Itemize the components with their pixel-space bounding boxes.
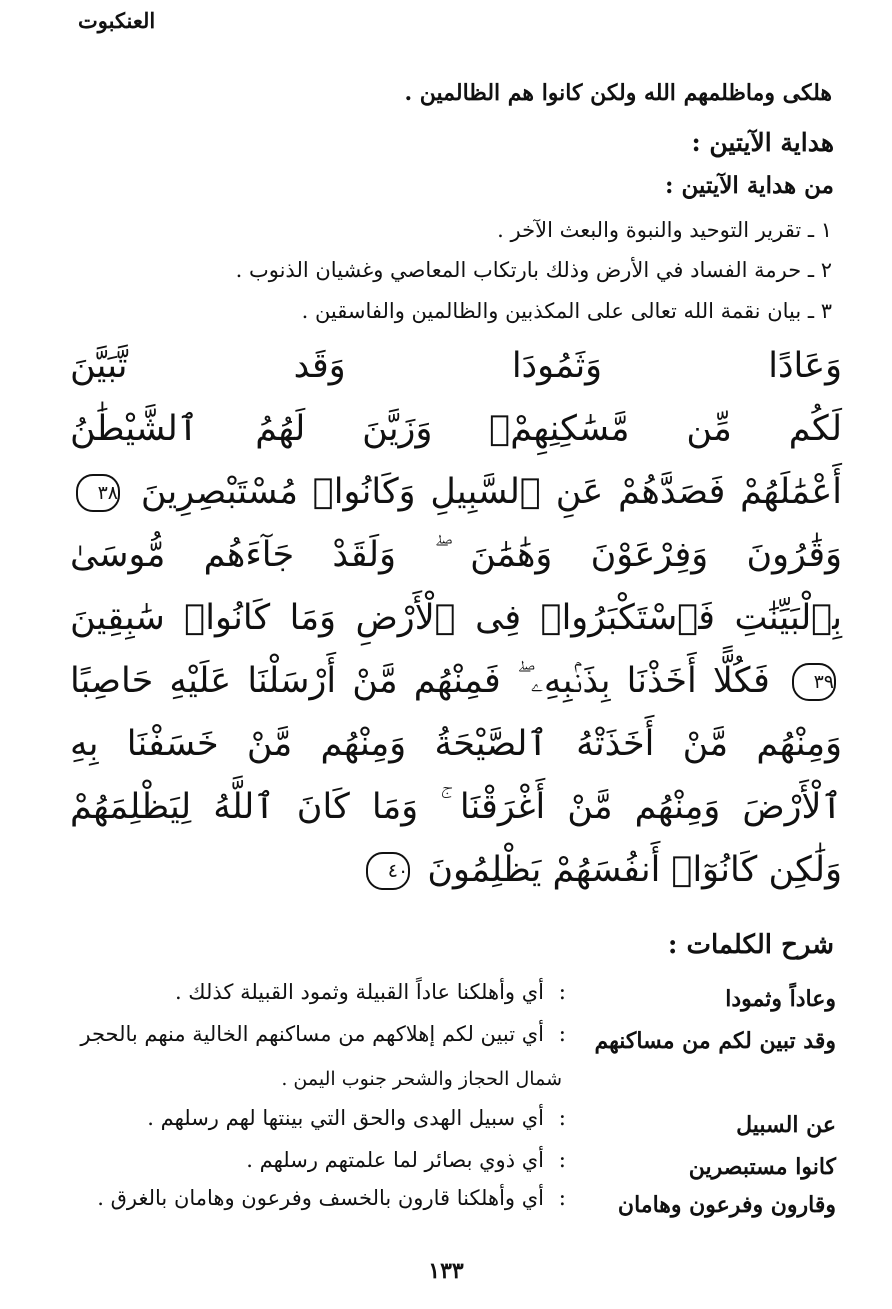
guidance-point-3: ٣ ـ بيان نقمة الله تعالى على المكذبين والظالمين والفاسقين . [301,299,832,323]
glossary-definition: أي وأهلكنا قارون بالخسف وفرعون وهامان بالغرق . [97,1186,544,1210]
glossary-entry [50,980,836,1020]
glossary-colon: : [558,1186,566,1211]
glossary-colon: : [558,980,566,1005]
guidance-point-1: ١ ـ تقرير التوحيد والنبوة والبعث الآخر . [497,218,832,242]
glossary-entry [50,1022,836,1062]
verse-line-3 [70,461,842,524]
running-header-surah-name: العنكبوت [78,8,156,33]
verse-line-1: وَعَادًا وَثَمُودَا وَقَد تَّبَيَّنَ [70,346,842,386]
verse-line-5: بِٱلْبَيِّنَٰتِ فَٱسْتَكْبَرُوا۟ فِى ٱلْأَرْضِ وَمَا كَانُوا۟ سَٰبِقِينَ [70,598,842,638]
glossary-term: عن السبيل [736,1112,836,1138]
ayah-number-marker-40: ٤٠ [366,852,410,890]
verse-line-9-text: وَلَٰكِن كَانُوٓا۟ أَنفُسَهُمْ يَظْلِمُونَ [427,850,842,890]
guidance-heading: هداية الآيتين : [691,128,834,157]
glossary-title: شرح الكلمات : [667,930,834,960]
verse-line-6 [70,650,842,713]
ayah-number-marker-38: ٣٨ [76,474,120,512]
verse-line-7: وَمِنْهُم مَّنْ أَخَذَتْهُ ٱلصَّيْحَةُ وَمِنْهُم مَّنْ خَسَفْنَا بِهِ [70,724,842,764]
glossary-entry [50,1106,836,1146]
glossary-entry [50,1186,836,1226]
glossary-term: وعاداً وثمودا [725,986,836,1012]
glossary-colon: : [558,1106,566,1131]
glossary-definition: أي تبين لكم إهلاكهم من مساكنهم الخالية منهم بالحجر [80,1022,544,1046]
glossary-definition: أي سبيل الهدى والحق التي بينتها لهم رسلهم . [147,1106,544,1130]
glossary-colon: : [558,1022,566,1047]
guidance-subheading: من هداية الآيتين : [665,172,834,199]
verse-line-2: لَكُم مِّن مَّسَٰكِنِهِمْۖ وَزَيَّنَ لَهُمُ ٱلشَّيْطَٰنُ [70,409,842,449]
page-number: ١٣٣ [428,1258,464,1284]
glossary-definition-continuation: شمال الحجاز والشحر جنوب اليمن . [281,1068,562,1090]
verse-line-3-text: أَعْمَٰلَهُمْ فَصَدَّهُمْ عَنِ ٱلسَّبِيلِ وَكَانُوا۟ مُسْتَبْصِرِينَ [140,472,842,512]
verse-line-6-text: فَكُلًّا أَخَذْنَا بِذَنۢبِهِۦ ۖ فَمِنْهُم مَّنْ أَرْسَلْنَا عَلَيْهِ حَاصِبًا [70,661,770,701]
glossary-term: وقد تبين لكم من مساكنهم [594,1028,836,1054]
verse-line-4: وَقَٰرُونَ وَفِرْعَوْنَ وَهَٰمَٰنَ ۖ وَلَقَدْ جَآءَهُم مُّوسَىٰ [70,535,842,575]
quran-verses-block [70,335,842,902]
verse-line-8: ٱلْأَرْضَ وَمِنْهُم مَّنْ أَغْرَقْنَا ۚ وَمَا كَانَ ٱللَّهُ لِيَظْلِمَهُمْ [70,787,842,827]
glossary-definition: أي وأهلكنا عاداً القبيلة وثمود القبيلة كذلك . [174,980,544,1004]
glossary-term: كانوا مستبصرين [688,1154,836,1180]
intro-line: هلكى وماظلمهم الله ولكن كانوا هم الظالمين . [404,80,832,106]
glossary-colon: : [558,1148,566,1173]
ayah-number-marker-39: ٣٩ [792,663,836,701]
verse-line-9 [70,839,842,902]
glossary-entry [50,1148,836,1188]
glossary-term: وقارون وفرعون وهامان [617,1192,836,1218]
glossary-definition: أي ذوي بصائر لما علمتهم رسلهم . [246,1148,544,1172]
guidance-point-2: ٢ ـ حرمة الفساد في الأرض وذلك بارتكاب المعاصي وغشيان الذنوب . [235,258,832,282]
